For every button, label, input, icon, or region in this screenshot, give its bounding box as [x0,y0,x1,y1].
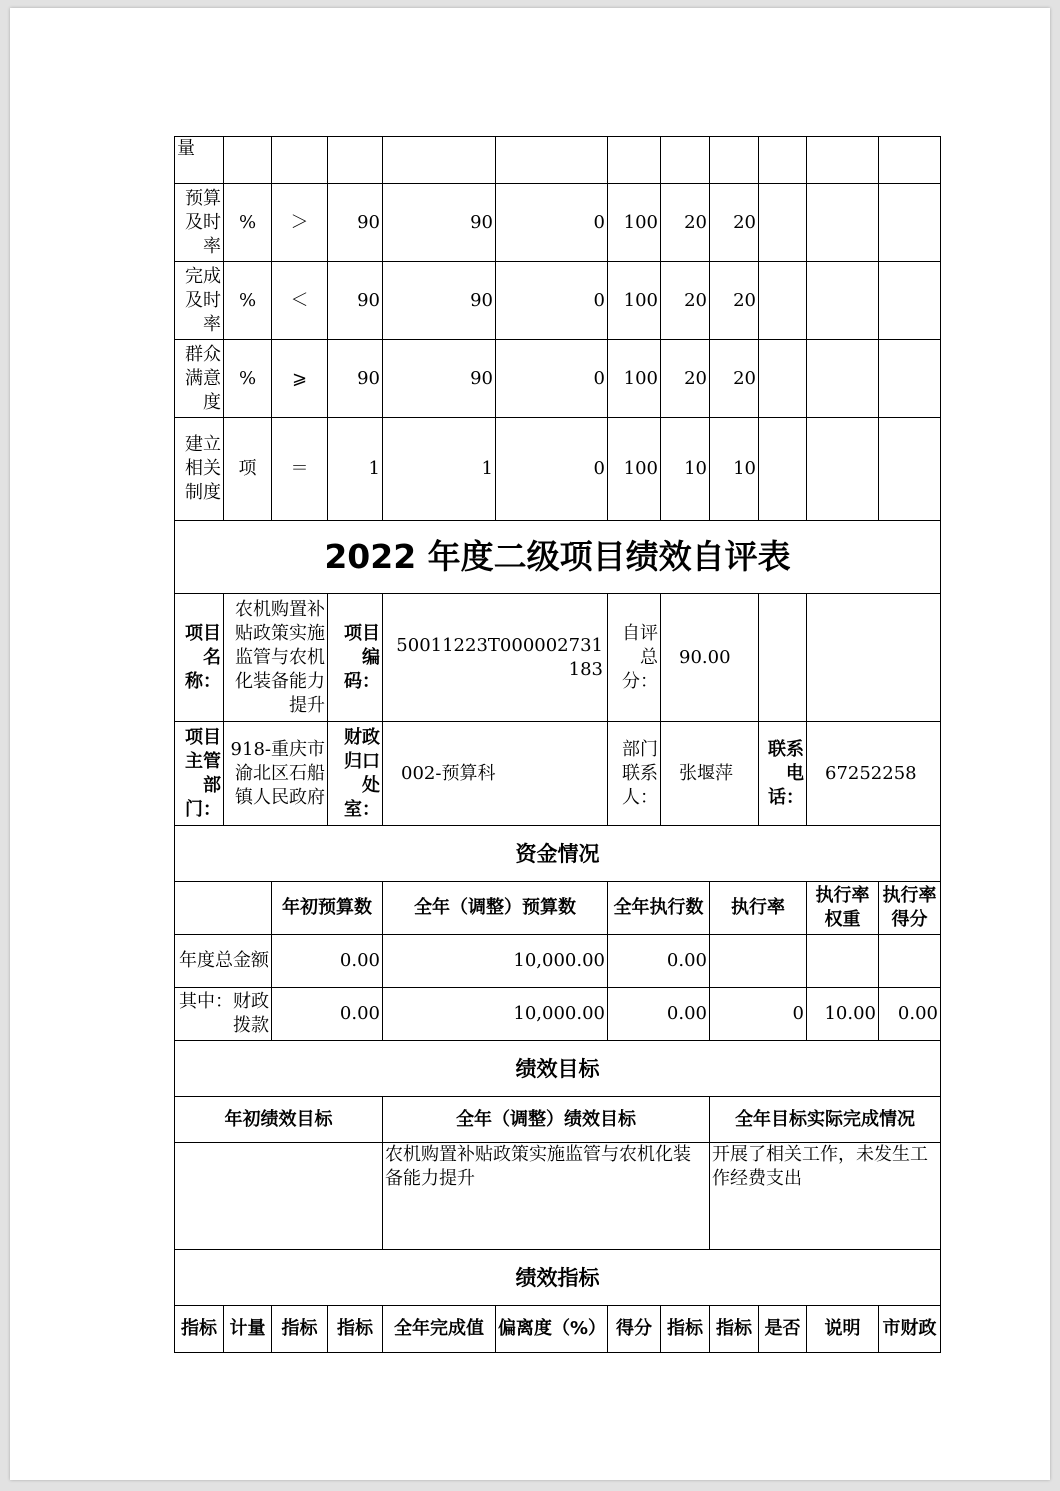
funds-value: 0.00 [879,988,941,1041]
project-name-label: 项目名称： [175,594,224,722]
goals-header: 全年目标实际完成情况 [710,1097,941,1143]
funds-value [879,935,941,988]
indicators-header-row [175,1306,941,1353]
indicator-operator: ＜ [272,262,328,340]
indicator-unit: % [224,184,272,262]
indicator-score: 20 [710,340,759,418]
funds-header: 年初预算数 [272,882,383,935]
funds-value: 10,000.00 [383,935,608,988]
indicator-weight: 20 [661,262,710,340]
indicator-weight: 20 [661,340,710,418]
indicator-weight: 20 [661,184,710,262]
indicator-name: 建立相关制度 [175,418,224,521]
funds-header: 执行率权重 [807,882,879,935]
funds-header: 执行率得分 [879,882,941,935]
project-name-value: 农机购置补贴政策实施监管与农机化装备能力提升 [224,594,328,722]
funds-header-row [175,882,941,935]
goals-header: 年初绩效目标 [175,1097,383,1143]
contact-person-value: 张堰萍 [661,722,759,826]
form-title: 2022 年度二级项目绩效自评表 [175,521,941,594]
indicators-section-title: 绩效指标 [175,1250,941,1306]
funds-value: 0.00 [272,988,383,1041]
indicator-actual: 90 [383,340,496,418]
adjusted-goal: 农机购置补贴政策实施监管与农机化装备能力提升 [383,1143,710,1250]
indicator-actual: 1 [383,418,496,521]
finance-office-value: 002-预算科 [383,722,608,826]
indicator-deviation: 0 [496,184,608,262]
indicator-ratio: 100 [608,340,661,418]
funds-header: 执行率 [710,882,807,935]
indicators-header: 指标 [175,1306,224,1353]
actual-completion: 开展了相关工作，未发生工作经费支出 [710,1143,941,1250]
indicator-target: 90 [328,184,383,262]
phone-value: 67252258 [807,722,941,826]
indicator-operator: ⩾ [272,340,328,418]
indicator-row [175,340,941,418]
indicator-score: 20 [710,184,759,262]
indicator-deviation: 0 [496,340,608,418]
indicators-header: 说明 [807,1306,879,1353]
indicator-name: 预算及时率 [175,184,224,262]
performance-evaluation-table [174,136,941,1353]
funds-row [175,935,941,988]
indicator-unit: 项 [224,418,272,521]
indicator-name: 量 [175,137,224,184]
self-score-label: 自评总分： [608,594,661,722]
phone-label: 联系电话： [759,722,807,826]
indicator-name: 完成及时率 [175,262,224,340]
indicator-operator: ＞ [272,184,328,262]
funds-header: 全年（调整）预算数 [383,882,608,935]
funds-value: 10.00 [807,988,879,1041]
indicator-row [175,137,941,184]
indicator-ratio: 100 [608,418,661,521]
indicators-header: 得分 [608,1306,661,1353]
funds-value [807,935,879,988]
indicator-unit: % [224,262,272,340]
indicator-row [175,418,941,521]
funds-value: 10,000.00 [383,988,608,1041]
indicator-weight: 10 [661,418,710,521]
indicators-header: 指标 [328,1306,383,1353]
indicator-score: 10 [710,418,759,521]
contact-person-label: 部门联系人： [608,722,661,826]
funds-row [175,988,941,1041]
funds-section-title: 资金情况 [175,826,941,882]
indicator-name: 群众满意度 [175,340,224,418]
indicator-target: 1 [328,418,383,521]
indicators-header: 计量 [224,1306,272,1353]
indicator-deviation: 0 [496,262,608,340]
finance-office-label: 财政归口处室： [328,722,383,826]
indicators-header: 是否 [759,1306,807,1353]
project-code-value: 50011223T000002731183 [383,594,608,722]
funds-value: 0 [710,988,807,1041]
initial-goal [175,1143,383,1250]
self-score-value: 90.00 [661,594,759,722]
indicators-header: 指标 [272,1306,328,1353]
indicators-header: 偏离度（%） [496,1306,608,1353]
funds-value [710,935,807,988]
goals-row [175,1143,941,1250]
indicator-actual: 90 [383,262,496,340]
department-label: 项目主管部门： [175,722,224,826]
indicator-ratio: 100 [608,184,661,262]
indicators-header: 全年完成值 [383,1306,496,1353]
project-code-label: 项目编码： [328,594,383,722]
indicator-unit: % [224,340,272,418]
funds-header: 全年执行数 [608,882,710,935]
indicator-deviation: 0 [496,418,608,521]
indicator-actual: 90 [383,184,496,262]
goals-header: 全年（调整）绩效目标 [383,1097,710,1143]
funds-value: 0.00 [608,988,710,1041]
indicator-row [175,184,941,262]
goals-section-title: 绩效目标 [175,1041,941,1097]
department-value: 918-重庆市渝北区石船镇人民政府 [224,722,328,826]
goals-header-row [175,1097,941,1143]
indicators-header: 指标 [661,1306,710,1353]
indicator-score: 20 [710,262,759,340]
funds-value: 0.00 [272,935,383,988]
funds-row-label: 其中：财政拨款 [175,988,272,1041]
indicator-target: 90 [328,262,383,340]
indicator-ratio: 100 [608,262,661,340]
indicator-row [175,262,941,340]
project-info-row [175,722,941,826]
indicators-header: 市财政 [879,1306,941,1353]
indicator-target: 90 [328,340,383,418]
indicators-header: 指标 [710,1306,759,1353]
indicator-operator: ＝ [272,418,328,521]
funds-row-label: 年度总金额 [175,935,272,988]
funds-value: 0.00 [608,935,710,988]
project-info-row [175,594,941,722]
